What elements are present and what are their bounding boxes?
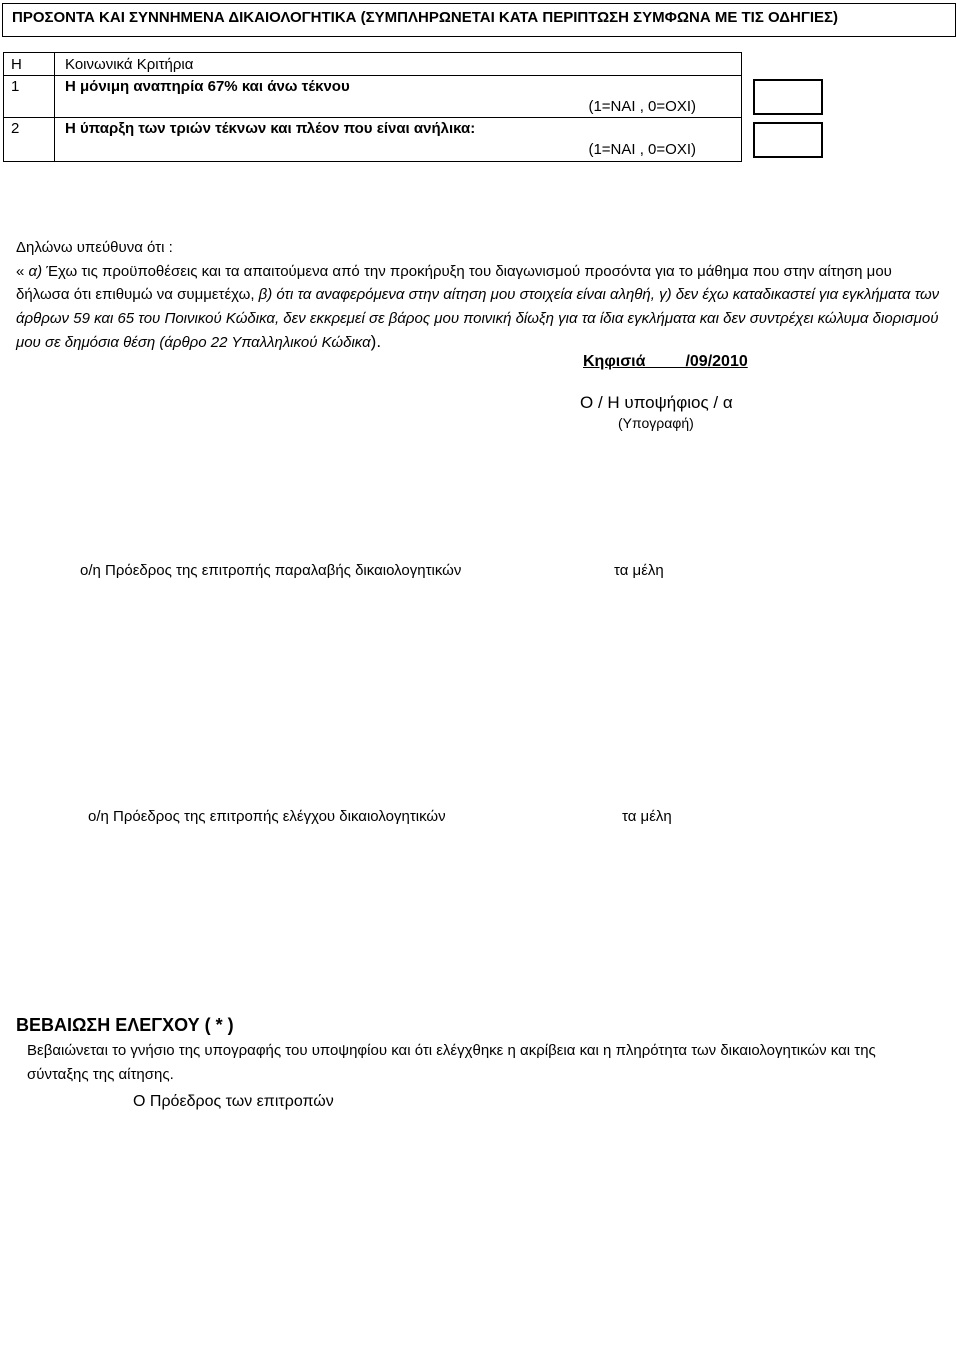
control-committee-members: τα μέλη <box>622 808 672 825</box>
receipt-committee-members: τα μέλη <box>614 562 664 579</box>
declaration-intro: Δηλώνω υπεύθυνα ότι : <box>16 239 173 256</box>
verification-title: ΒΕΒΑΙΩΣΗ ΕΛΕΓΧΟΥ ( * ) <box>16 1015 234 1035</box>
open-quote: « <box>16 262 25 280</box>
criteria-row-text: Η μόνιμη αναπηρία 67% και άνω τέκνου <box>65 78 350 95</box>
criteria-row-code: 1 <box>11 78 20 95</box>
control-committee-president: ο/η Πρόεδρος της επιτροπής ελέγχου δικαιολογητικών <box>88 808 446 825</box>
committees-president: Ο Πρόεδρος των επιτροπών <box>133 1093 334 1110</box>
criteria-row <box>4 117 741 161</box>
declaration-close: ). <box>370 332 382 352</box>
criteria-header-row <box>4 53 741 76</box>
declaration <box>16 236 944 355</box>
criteria-row-options: (1=ΝΑΙ , 0=ΟΧΙ) <box>588 141 696 158</box>
criterion-2-answer-box[interactable] <box>753 122 823 158</box>
declaration-a-text: Έχω τις προϋποθέσεις και τα απαιτούμενα από την προκήρυξη του διαγωνισμού προσόντα για το μάθημα που στην αίτηση μου δήλωσα ότι επιθυμώ να συμμετέχω, <box>16 262 892 304</box>
signature-label: (Υπογραφή) <box>618 415 694 431</box>
criteria-row-options: (1=ΝΑΙ , 0=ΟΧΙ) <box>588 98 696 115</box>
criterion-1-answer-box[interactable] <box>753 79 823 115</box>
criteria-row-text: Η ύπαρξη των τριών τέκνων και πλέον που είναι ανήλικα: <box>65 120 476 137</box>
criteria-header-label: Κοινωνικά Κριτήρια <box>65 56 194 73</box>
receipt-committee-president: ο/η Πρόεδρος της επιτροπής παραλαβής δικαιολογητικών <box>80 562 462 579</box>
criteria-header-code: Η <box>11 56 22 73</box>
criteria-row <box>4 75 741 118</box>
place-date: Κηφισιά /09/2010 <box>583 353 748 370</box>
criteria-table <box>3 52 742 162</box>
verification-body: Βεβαιώνεται το γνήσιο της υπογραφής του υποψηφίου και ότι ελέγχθηκε η ακρίβεια και η πληρότητα των δικαιολογητικών και της σύνταξης της αίτησης. <box>27 1042 876 1083</box>
declaration-b-text: β) ότι τα αναφερόμενα στην αίτηση μου στοιχεία είναι αληθή, γ) δεν έχω καταδικαστεί για εγκλήματα των άρθρων 59 και 65 του Ποινικού Κώδικα, δεν εκκρεμεί σε βάρος μου ποινική δίωξη για τα ίδια εγκλήματα και δεν συντρέχει κώλυμα διορισμού μου σε δημόσια θέση (άρθρο 22 Υπαλληλικού Κώδικα <box>16 286 940 352</box>
candidate-label: Ο / Η υποψήφιος / α <box>580 393 733 412</box>
page-title: ΠΡΟΣΟΝΤΑ ΚΑΙ ΣΥΝΝΗΜΕΝΑ ΔΙΚΑΙΟΛΟΓΗΤΙΚΑ (ΣΥΜΠΛΗΡΩΝΕΤΑΙ ΚΑΤΑ ΠΕΡΙΠΤΩΣΗ ΣΥΜΦΩΝΑ ΜΕ ΤΙΣ ΟΔΗΓΙΕΣ) <box>12 9 839 26</box>
criteria-row-code: 2 <box>11 120 20 137</box>
declaration-a-label: α) <box>28 262 43 280</box>
